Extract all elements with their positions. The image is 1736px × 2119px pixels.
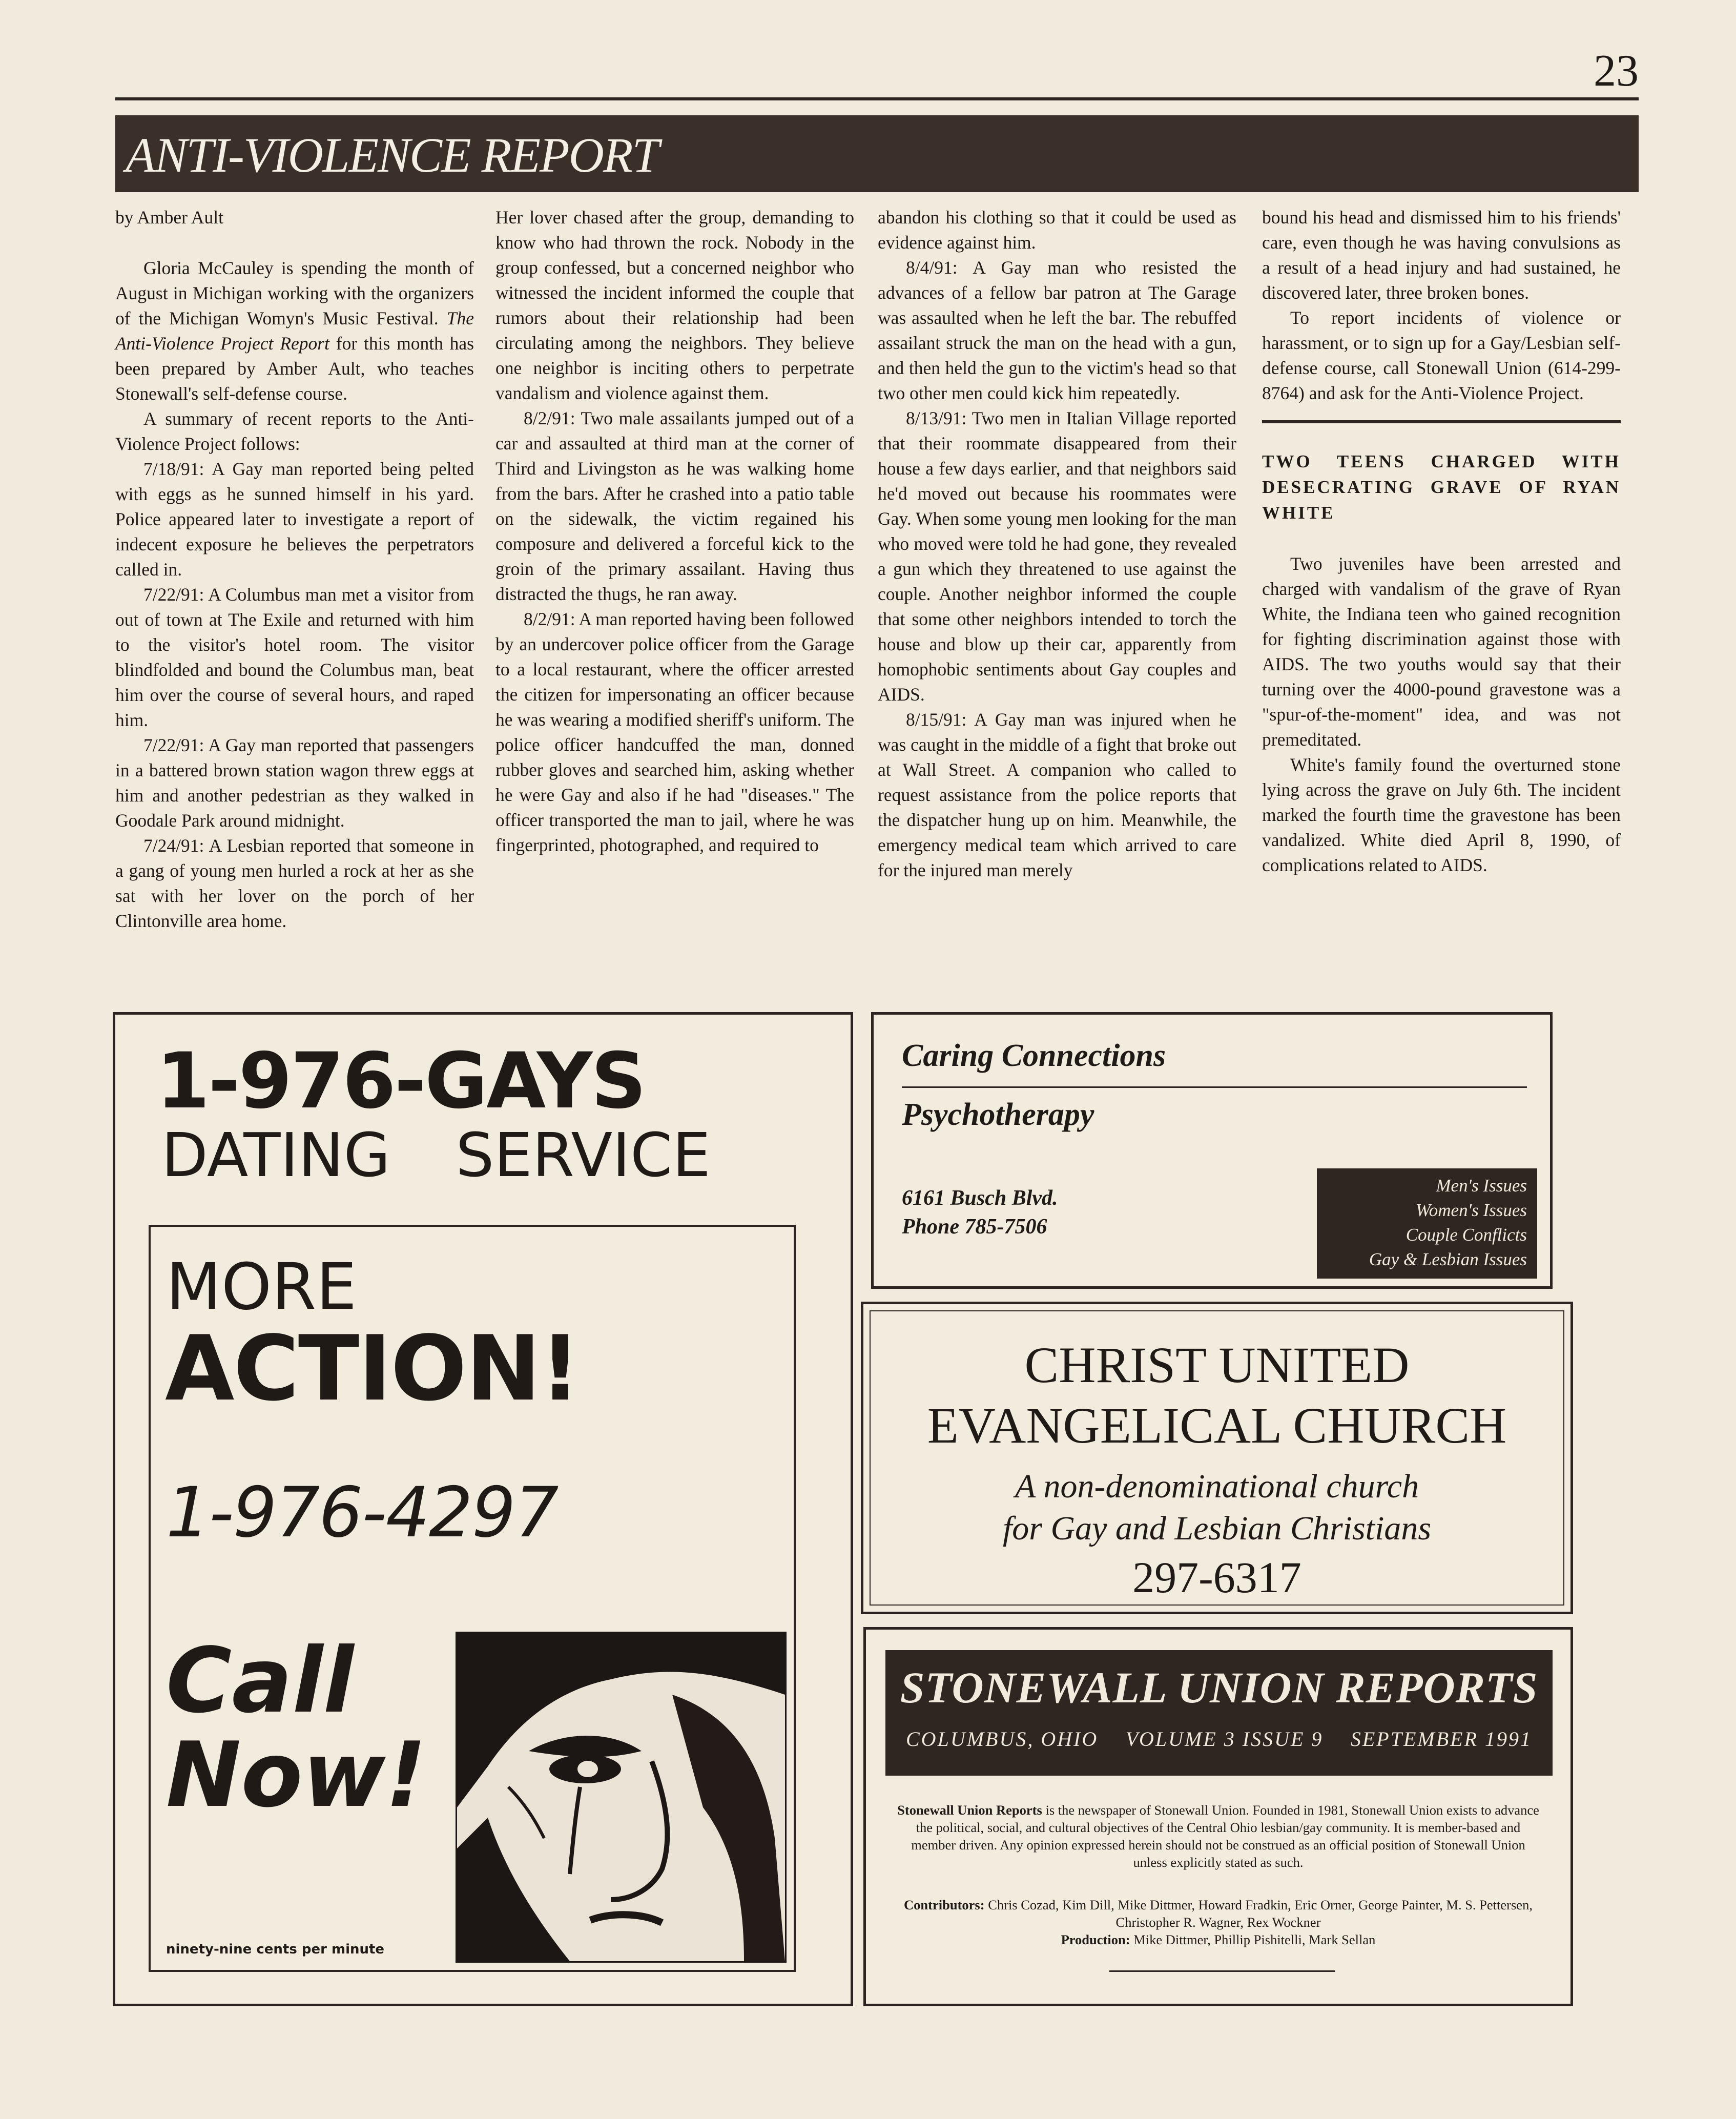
masthead-rule [1109,1970,1335,1972]
production-line: Production: Mike Dittmer, Phillip Pishitelli, Mark Sellan [1061,1932,1376,1947]
article-column-4 [1262,205,1621,878]
article-paragraph: abandon his clothing so that it could be used as evidence against him. [878,207,1236,253]
article-paragraph: 8/15/91: A Gay man was injured when he was caught in the middle of a fight that broke out at Wall Street. A companion who called to request assistance from the police reports that the dispatcher hung up on him. Meanwhile, the emergency medical team which arrived to care for the injured man merely [878,709,1236,880]
ad-phone-number: 1-976-4297 [166,1472,558,1553]
article-paragraph: 7/18/91: A Gay man reported being pelted with eggs as he sunned himself in his yard. Police appeared later to investigate a report of indecent exposure he believes the perpetrators called in. [115,459,474,580]
ad-photo [456,1632,787,1963]
ad-phone-headline: 1-976-GAYS [156,1037,645,1126]
caring-address: 6161 Busch Blvd. [902,1186,1058,1210]
church-ad [861,1302,1573,1614]
masthead-date: SEPTEMBER 1991 [1350,1727,1532,1751]
top-rule [115,97,1639,100]
article-columns [115,205,1640,997]
contributors-line: Contributors: Chris Cozad, Kim Dill, Mike Dittmer, Howard Fradkin, Eric Orner, George Painter, M. S. Pettersen, Christopher R. Wagner, Rex Wockner [904,1897,1533,1930]
issue-item: Women's Issues [1415,1200,1527,1220]
church-tagline: A non-denominational church for Gay and Lesbian Christians [1002,1468,1432,1547]
issue-item: Men's Issues [1436,1176,1527,1196]
article-paragraph: 8/2/91: Two male assailants jumped out of a car and assaulted at third man at the corner of Third and Livingston as he was walking home from the bars. After he crashed into a patio table on the sidewalk, the victim regained his composure and delivered a forceful kick to the groin of the primary assailant. Having thus distracted the thugs, he ran away. [495,408,854,604]
masthead-description: Stonewall Union Reports is the newspaper of Stonewall Union. Founded in 1981, Stonewall Union exists to advance the political, social, and cultural objectives of the Central Ohio lesbian/gay community. It is member-based and member driven. Any opinion expressed herein should not be construed as an official position of Stonewall Union unless explicitly stated as such. [897,1802,1539,1870]
masthead-credits [894,1896,1542,1948]
ad-more-text: MORE [166,1250,357,1324]
article-paragraph: 8/4/91: A Gay man who resisted the advances of a fellow bar patron at The Garage was assaulted when he left the bar. The rebuffed assailant struck the man on the head with a gun, and then held the gun to the victim's head so that two other men could kick him repeatedly. [878,257,1236,403]
intro-paragraph: Gloria McCauley is spending the month of August in Michigan working with the organizers of the Michigan Womyn's Music Festival. The Anti-Violence Project Report for this month has been prepared by Amber Ault, who teaches Stonewall's self-defense course. [115,258,474,404]
caring-phone: Phone 785-7506 [902,1215,1047,1239]
article-paragraph: White's family found the overturned stone lying across the grave on July 6th. The incident marked the fourth time the gravestone has been vandalized. White died April 8, 1990, of complications related to AIDS. [1262,754,1621,875]
article-paragraph: 7/22/91: A Columbus man met a visitor from out of town at The Exile and returned with him to the visitor's hotel room. The visitor blindfolded and bound the Columbus man, beat him over the course of several hours, and raped him. [115,584,474,730]
caring-title: Caring Connections [902,1038,1166,1073]
masthead-volume: VOLUME 3 ISSUE 9 [1125,1727,1324,1751]
issue-item: Couple Conflicts [1406,1225,1527,1245]
masthead-meta [906,1727,1532,1751]
column-divider [1262,420,1621,423]
caring-connections-ad [871,1012,1553,1289]
section-header [115,115,1639,192]
article-paragraph: 7/22/91: A Gay man reported that passengers in a battered brown station wagon threw eggs at him and another pedestrian as they walked in Goodale Park around midnight. [115,735,474,831]
ad-rate: ninety-nine cents per minute [166,1942,385,1957]
ad-inner-box [149,1225,796,1972]
ad-subhead: DATING SERVICE [161,1120,711,1190]
sidebar-headline: TWO TEENS CHARGED WITH DESECRATING GRAVE OF RYAN WHITE [1262,451,1621,523]
masthead-bar [885,1650,1553,1776]
article-column-3 [878,205,1236,883]
ad-action-text: ACTION! [165,1317,580,1421]
issues-list [1317,1168,1537,1279]
article-paragraph: A summary of recent reports to the Anti-Violence Project follows: [115,408,474,454]
church-phone: 297-6317 [1132,1553,1301,1602]
masthead-city: COLUMBUS, OHIO [906,1727,1099,1751]
issue-item: Gay & Lesbian Issues [1369,1249,1527,1269]
article-paragraph: Two juveniles have been arrested and charged with vandalism of the grave of Ryan White, the Indiana teen who gained recognition for fighting discrimination against those with AIDS. The two youths would say that their turning over the 4000-pound gravestone was a "spur-of-the-moment" idea, and was not premeditated. [1262,553,1621,750]
article-paragraph: To report incidents of violence or harassment, or to sign up for a Gay/Lesbian self-defense course, call Stonewall Union (614-299-8764) and ask for the Anti-Violence Project. [1262,307,1621,403]
article-paragraph: 7/24/91: A Lesbian reported that someone in a gang of young men hurled a rock at her as she sat with her lover on the porch of her Clintonville area home. [115,835,474,931]
caring-rule [902,1086,1527,1088]
article-paragraph: 8/13/91: Two men in Italian Village reported that their roommate disappeared from their house a few days earlier, and that neighbors said he'd moved out because his roommates were Gay. When some young men looking for the man who moved were told he had gone, they revealed a gun which they threatened to use against the couple. Another neighbor informed the couple that some other neighbors intended to torch the house and blow up their car, apparently from homophobic sentiments about Gay couples and AIDS. [878,408,1236,705]
portrait-illustration [457,1633,785,1961]
article-paragraph: 8/2/91: A man reported having been followed by an undercover police officer from the Garage to a local restaurant, where the officer arrested the citizen for impersonating an officer because he was wearing a modified sheriff's uniform. The police officer handcuffed the man, donned rubber gloves and searched him, asking whether he were Gay and also if he had "diseases." The officer transported the man to jail, where he was fingerprinted, photographed, and required to [495,609,854,855]
article-paragraph: Her lover chased after the group, demanding to know who had thrown the rock. Nobody in the group confessed, but a concerned neighbor who witnessed the incident informed the couple that rumors about their relationship had been circulating among the neighbors. They believe one neighbor is inciting others to perpetrate vandalism and violence against them. [495,207,854,403]
byline: by Amber Ault [115,207,224,228]
section-title: ANTI-VIOLENCE REPORT [126,128,658,182]
masthead-title: STONEWALL UNION REPORTS [900,1663,1538,1712]
caring-subtitle: Psychotherapy [902,1097,1094,1132]
masthead-box [863,1627,1573,2006]
article-column-1 [115,205,474,934]
page-number: 23 [1594,46,1639,96]
ad-call-now: Call Now! [166,1629,427,1827]
article-paragraph: bound his head and dismissed him to his friends' care, even though he was having convulsions as a result of a head injury and had sustained, he discovered later, three broken bones. [1262,207,1621,303]
church-name: CHRIST UNITED EVANGELICAL CHURCH [927,1336,1507,1454]
dating-service-ad [113,1012,853,2006]
article-column-2 [495,205,854,858]
caring-contact [902,1184,1058,1241]
